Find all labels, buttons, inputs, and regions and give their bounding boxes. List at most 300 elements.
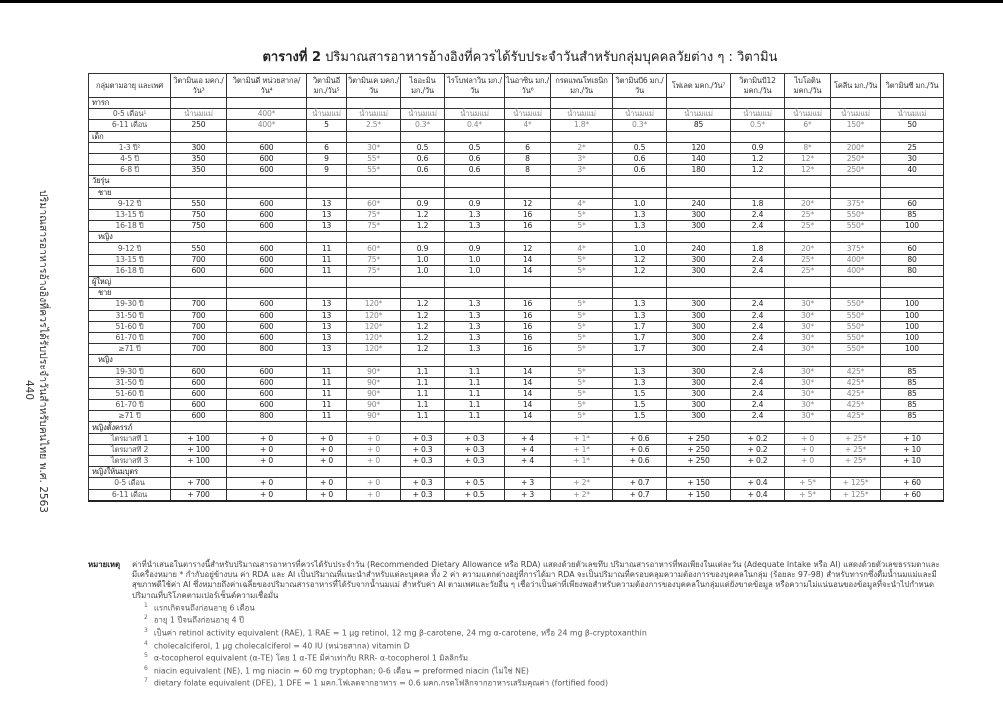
table-cell: + 0.2 — [731, 433, 785, 444]
empty-cell — [831, 232, 881, 243]
table-cell: 55* — [347, 165, 401, 176]
empty-cell — [171, 355, 227, 366]
empty-cell — [831, 288, 881, 299]
table-cell: 6 — [505, 142, 551, 153]
table-cell: + 5* — [785, 489, 831, 501]
table-cell: 300 — [667, 388, 731, 399]
table-cell: 100 — [881, 299, 944, 310]
empty-cell — [785, 98, 831, 109]
table-cell: 300 — [667, 254, 731, 265]
empty-cell — [551, 232, 613, 243]
empty-cell — [731, 277, 785, 288]
table-cell: 60 — [881, 243, 944, 254]
empty-cell — [731, 232, 785, 243]
subgroup-row — [89, 355, 944, 366]
column-header: ไรโบฟลาวิน มก./วัน — [445, 74, 505, 98]
row-label: 31-50 ปี — [89, 377, 171, 388]
table-cell: 600 — [227, 265, 307, 276]
table-row — [89, 153, 944, 164]
table-cell: 550 — [171, 243, 227, 254]
empty-cell — [401, 355, 445, 366]
table-cell: 8* — [785, 142, 831, 153]
table-cell: 0.3* — [401, 120, 445, 131]
table-cell: 1.1 — [401, 400, 445, 411]
empty-cell — [445, 187, 505, 198]
table-cell: 4* — [551, 198, 613, 209]
table-cell: 5* — [551, 254, 613, 265]
table-cell: 16 — [505, 321, 551, 332]
table-cell: 550* — [831, 209, 881, 220]
empty-cell — [227, 176, 307, 187]
table-cell: 0.9 — [445, 198, 505, 209]
table-cell: 30* — [785, 332, 831, 343]
empty-cell — [731, 355, 785, 366]
row-label: 6-8 ปี — [89, 165, 171, 176]
empty-cell — [227, 232, 307, 243]
table-cell: 75* — [347, 265, 401, 276]
empty-cell — [347, 277, 401, 288]
table-row — [89, 388, 944, 399]
table-cell: + 60 — [881, 489, 944, 501]
table-cell: + 0 — [227, 456, 307, 467]
table-cell: 140 — [667, 153, 731, 164]
table-cell: 11 — [307, 254, 347, 265]
table-cell: + 0.6 — [613, 444, 667, 455]
subgroup-row — [89, 288, 944, 299]
table-row — [89, 456, 944, 467]
footnote-item — [144, 601, 943, 614]
row-label: 16-18 ปี — [89, 221, 171, 232]
empty-cell — [881, 355, 944, 366]
table-cell: 400* — [831, 254, 881, 265]
empty-cell — [613, 131, 667, 142]
table-row — [89, 321, 944, 332]
table-cell: 1.3 — [613, 366, 667, 377]
table-cell: น้ำนมแม่ — [785, 109, 831, 120]
table-cell: + 0.3 — [401, 433, 445, 444]
table-cell: 1.1 — [445, 388, 505, 399]
empty-cell — [785, 467, 831, 478]
empty-cell — [307, 467, 347, 478]
table-cell: 120* — [347, 344, 401, 355]
column-header: โฟเลต มคก./วัน⁷ — [667, 74, 731, 98]
notes-text: ค่าที่นำเสนอในตารางนี้สำหรับปริมาณสารอาหารที่ควรได้รับประจำวัน (Recommended Dietary Allowance หรือ RDA) แสดงด้วยตัวเลขทึบ ปริมาณสารอาหารที่พอเพียงในแต่ละวัน (Adequate Intake หรือ AI) แสดงด้วยตัวเลขธรรมดาและมีเครื่องหมาย * กำกับอยู่ข้างบน ค่า RDA และ AI เป็นปริมาณที่แนะนำสำหรับแต่ละบุคคล ทั้ง 2 ค่า ความแตกต่างอยู่ที่การได้มา RDA จะเป็นปริมาณที่ครอบคลุมความต้องการของบุคคลในกลุ่ม (ร้อยละ 97-98) สำหรับทารกซึ่งดื่มน้ำนมแม่และมีสุขภาพดีใช้ค่า AI ซึ่งหมายถึงค่าเฉลี่ยของปริมาณสารอาหารที่ได้รับจากน้ำนมแม่ สำหรับค่า AI ตามเพศและวัยอื่น ๆ เชื่อว่าเป็นค่าที่เพียงพอสำหรับความต้องการของบุคคลในกลุ่มแต่ยังขาดข้อมูล หรือความไม่แน่นอนของข้อมูลที่จะนำไปกำหนดปริมาณที่บริโภคตามเปอร์เซ็นต์ความเชื่อมั่น — [132, 560, 940, 600]
table-cell: 1.8 — [731, 243, 785, 254]
table-cell: 5* — [551, 411, 613, 422]
table-cell: 425* — [831, 366, 881, 377]
empty-cell — [551, 277, 613, 288]
empty-cell — [613, 176, 667, 187]
row-label: 19-30 ปี — [89, 299, 171, 310]
table-cell: + 1* — [551, 456, 613, 467]
table-cell: 55* — [347, 153, 401, 164]
table-cell: 120* — [347, 321, 401, 332]
table-cell: น้ำนมแม่ — [667, 109, 731, 120]
table-row — [89, 377, 944, 388]
footnote-mark: 2 — [144, 614, 148, 622]
table-cell: 550 — [171, 198, 227, 209]
table-cell: 30* — [785, 400, 831, 411]
empty-cell — [881, 277, 944, 288]
table-cell: 0.9 — [445, 243, 505, 254]
table-cell: + 0 — [785, 433, 831, 444]
column-header: ไธอะมิน มก./วัน — [401, 74, 445, 98]
empty-cell — [667, 277, 731, 288]
empty-cell — [505, 467, 551, 478]
table-cell: 12* — [785, 165, 831, 176]
row-label: 1-3 ปี² — [89, 142, 171, 153]
table-cell: 300 — [171, 142, 227, 153]
table-cell: 600 — [227, 243, 307, 254]
empty-cell — [227, 98, 307, 109]
table-cell: 2.4 — [731, 411, 785, 422]
empty-cell — [613, 422, 667, 433]
empty-cell — [785, 176, 831, 187]
empty-cell — [445, 176, 505, 187]
table-row — [89, 400, 944, 411]
table-cell: 600 — [227, 198, 307, 209]
table-cell: น้ำนมแม่ — [881, 109, 944, 120]
empty-cell — [785, 277, 831, 288]
table-cell: + 100 — [171, 444, 227, 455]
table-cell: 13 — [307, 321, 347, 332]
table-cell: 250 — [171, 120, 227, 131]
empty-cell — [667, 467, 731, 478]
table-cell: 9 — [307, 153, 347, 164]
empty-cell — [881, 131, 944, 142]
table-cell: 1.3 — [613, 209, 667, 220]
top-border — [0, 0, 1003, 3]
table-cell: 16 — [505, 209, 551, 220]
table-cell: 5* — [551, 344, 613, 355]
table-cell: 1.0 — [445, 265, 505, 276]
empty-cell — [551, 187, 613, 198]
empty-cell — [445, 277, 505, 288]
table-cell: 1.2 — [401, 321, 445, 332]
table-cell: 1.2 — [401, 332, 445, 343]
table-cell: 0.6 — [445, 153, 505, 164]
table-cell: 600 — [227, 310, 307, 321]
table-row — [89, 120, 944, 131]
table-cell: 5* — [551, 299, 613, 310]
table-cell: + 3 — [505, 478, 551, 489]
empty-cell — [731, 422, 785, 433]
column-header: วิตามินบี6 มก./วัน — [613, 74, 667, 98]
table-cell: 600 — [227, 332, 307, 343]
table-cell: 1.1 — [401, 388, 445, 399]
empty-cell — [347, 187, 401, 198]
table-cell: + 0.6 — [613, 433, 667, 444]
empty-cell — [227, 467, 307, 478]
table-title-text: ปริมาณสารอาหารอ้างอิงที่ควรได้รับประจำวันสำหรับกลุ่มบุคคลวัยต่าง ๆ : วิตามิน — [325, 50, 778, 65]
table-cell: 300 — [667, 299, 731, 310]
table-cell: 375* — [831, 243, 881, 254]
table-cell: + 150 — [667, 489, 731, 501]
row-label: 6-11 เดือน — [89, 120, 171, 131]
table-cell: 600 — [227, 400, 307, 411]
table-cell: 1.7 — [613, 321, 667, 332]
group-row — [89, 176, 944, 187]
table-cell: 550* — [831, 310, 881, 321]
footnote-text: cholecalciferol, 1 μg cholecalciferol = 40 IU (หน่วยสากล) vitamin D — [153, 641, 410, 651]
table-cell: 300 — [667, 332, 731, 343]
notes-section — [88, 560, 943, 689]
empty-cell — [227, 422, 307, 433]
table-cell: + 0 — [227, 489, 307, 501]
empty-cell — [667, 288, 731, 299]
table-row — [89, 109, 944, 120]
table-cell: 14 — [505, 411, 551, 422]
empty-cell — [307, 422, 347, 433]
empty-cell — [667, 355, 731, 366]
table-cell: 5* — [551, 321, 613, 332]
table-cell: 120* — [347, 332, 401, 343]
table-cell: 1.3 — [445, 344, 505, 355]
empty-cell — [171, 187, 227, 198]
table-cell: 2.4 — [731, 377, 785, 388]
table-cell: 14 — [505, 388, 551, 399]
table-cell: 5* — [551, 209, 613, 220]
table-cell: 200* — [831, 142, 881, 153]
table-cell: 300 — [667, 377, 731, 388]
footnote-text: dietary folate equivalent (DFE), 1 DFE = 1 มคก.โฟเลตจากอาหาร = 0.6 มคก.กรดโฟลิกจากอาหารเสริมคุณค่า (fortified food) — [153, 678, 608, 688]
row-label: 61-70 ปี — [89, 332, 171, 343]
table-cell: + 10 — [881, 456, 944, 467]
footnote-mark: 3 — [144, 627, 148, 634]
table-cell: 600 — [227, 299, 307, 310]
table-cell: 120* — [347, 299, 401, 310]
table-cell: 12* — [785, 153, 831, 164]
table-cell: 16 — [505, 332, 551, 343]
table-cell: 13 — [307, 209, 347, 220]
table-cell: 90* — [347, 411, 401, 422]
empty-cell — [171, 176, 227, 187]
empty-cell — [881, 187, 944, 198]
table-cell: 16 — [505, 299, 551, 310]
table-cell: น้ำนมแม่ — [171, 109, 227, 120]
empty-cell — [347, 98, 401, 109]
table-cell: 1.3 — [445, 310, 505, 321]
table-cell: 550* — [831, 299, 881, 310]
table-cell: 100 — [881, 332, 944, 343]
subgroup-row — [89, 187, 944, 198]
table-cell: + 2* — [551, 489, 613, 501]
table-cell: + 0 — [347, 456, 401, 467]
table-cell: 12 — [505, 243, 551, 254]
table-cell: 11 — [307, 400, 347, 411]
empty-cell — [347, 355, 401, 366]
table-cell: + 0.5 — [445, 489, 505, 501]
table-cell: + 4 — [505, 433, 551, 444]
column-header: วิตามินอี มก./วัน⁵ — [307, 74, 347, 98]
empty-cell — [551, 355, 613, 366]
table-cell: 8 — [505, 165, 551, 176]
table-cell: + 2* — [551, 478, 613, 489]
table-cell: + 250 — [667, 444, 731, 455]
table-cell: 375* — [831, 198, 881, 209]
table-cell: 0.6 — [613, 165, 667, 176]
row-label: 31-50 ปี — [89, 310, 171, 321]
table-cell: 9 — [307, 165, 347, 176]
empty-cell — [831, 98, 881, 109]
table-cell: 1.1 — [445, 400, 505, 411]
footnote-text: แรกเกิดจนถึงก่อนอายุ 6 เดือน — [153, 603, 255, 613]
empty-cell — [505, 355, 551, 366]
table-cell: + 0 — [307, 444, 347, 455]
table-cell: 550* — [831, 221, 881, 232]
table-cell: น้ำนมแม่ — [445, 109, 505, 120]
row-label: 9-12 ปี — [89, 198, 171, 209]
table-cell: 350 — [171, 165, 227, 176]
group-label: วัยรุ่น — [89, 176, 171, 187]
table-cell: 75* — [347, 221, 401, 232]
empty-cell — [347, 176, 401, 187]
empty-cell — [445, 131, 505, 142]
table-cell: + 0 — [307, 433, 347, 444]
table-cell: 14 — [505, 400, 551, 411]
table-cell: 1.1 — [401, 377, 445, 388]
table-row — [89, 310, 944, 321]
empty-cell — [785, 422, 831, 433]
table-cell: + 0 — [347, 489, 401, 501]
empty-cell — [613, 232, 667, 243]
empty-cell — [401, 288, 445, 299]
table-cell: 750 — [171, 209, 227, 220]
empty-cell — [227, 277, 307, 288]
table-cell: 600 — [227, 153, 307, 164]
empty-cell — [227, 288, 307, 299]
table-cell: น้ำนมแม่ — [505, 109, 551, 120]
subgroup-label: หญิง — [89, 355, 171, 366]
empty-cell — [613, 98, 667, 109]
empty-cell — [831, 467, 881, 478]
table-cell: 5* — [551, 265, 613, 276]
table-cell: 700 — [171, 254, 227, 265]
group-row — [89, 98, 944, 109]
group-label: หญิงให้นมบุตร — [89, 467, 171, 478]
table-cell: 85 — [667, 120, 731, 131]
row-label: 16-18 ปี — [89, 265, 171, 276]
empty-cell — [551, 288, 613, 299]
table-cell: 1.0 — [401, 265, 445, 276]
column-header: วิตามินเอ มคก./วัน³ — [171, 74, 227, 98]
table-header-row — [89, 74, 944, 98]
empty-cell — [401, 98, 445, 109]
table-cell: 5 — [307, 120, 347, 131]
subgroup-label: หญิง — [89, 232, 171, 243]
column-header: ไนอาซิน มก./วัน⁶ — [505, 74, 551, 98]
table-cell: 1.2 — [401, 344, 445, 355]
table-cell: 13 — [307, 344, 347, 355]
table-cell: 120 — [667, 142, 731, 153]
row-label: ไตรมาสที่ 3 — [89, 456, 171, 467]
table-cell: 5* — [551, 332, 613, 343]
empty-cell — [831, 187, 881, 198]
table-cell: 0.6 — [613, 153, 667, 164]
empty-cell — [785, 232, 831, 243]
table-cell: 60* — [347, 198, 401, 209]
empty-cell — [667, 187, 731, 198]
table-cell: + 125* — [831, 478, 881, 489]
table-cell: 4* — [551, 243, 613, 254]
footnote-item — [144, 613, 943, 626]
table-cell: 700 — [171, 321, 227, 332]
table-cell: 11 — [307, 265, 347, 276]
empty-cell — [171, 467, 227, 478]
table-cell: 30* — [785, 377, 831, 388]
empty-cell — [401, 176, 445, 187]
footnotes-list — [88, 601, 943, 689]
empty-cell — [307, 98, 347, 109]
table-cell: 1.0 — [401, 254, 445, 265]
table-cell: 1.2 — [731, 153, 785, 164]
table-cell: น้ำนมแม่ — [347, 109, 401, 120]
table-cell: + 0.3 — [401, 478, 445, 489]
empty-cell — [307, 232, 347, 243]
table-cell: 300 — [667, 221, 731, 232]
empty-cell — [831, 277, 881, 288]
table-cell: 4* — [505, 120, 551, 131]
table-cell: 0.6 — [401, 165, 445, 176]
table-cell: 600 — [227, 142, 307, 153]
table-cell: 1.2 — [401, 310, 445, 321]
row-label: 6-11 เดือน — [89, 489, 171, 501]
table-cell: 1.2 — [401, 221, 445, 232]
table-cell: + 0 — [307, 489, 347, 501]
table-cell: 5* — [551, 366, 613, 377]
table-cell: 1.2 — [401, 299, 445, 310]
table-row — [89, 299, 944, 310]
empty-cell — [307, 288, 347, 299]
table-cell: 350 — [171, 153, 227, 164]
table-cell: 30* — [785, 344, 831, 355]
column-header: ไบโอติน มคก./วัน — [785, 74, 831, 98]
table-cell: 11 — [307, 377, 347, 388]
empty-cell — [785, 355, 831, 366]
table-cell: + 0.3 — [401, 444, 445, 455]
table-cell: + 0.4 — [731, 489, 785, 501]
table-cell: 300 — [667, 321, 731, 332]
row-label: 0-5 เดือน — [89, 478, 171, 489]
table-cell: + 0.7 — [613, 478, 667, 489]
empty-cell — [307, 131, 347, 142]
empty-cell — [227, 187, 307, 198]
table-cell: + 0.5 — [445, 478, 505, 489]
table-cell: 0.9 — [731, 142, 785, 153]
footnote-item — [144, 664, 943, 677]
table-cell: 1.3 — [613, 299, 667, 310]
table-cell: + 60 — [881, 478, 944, 489]
table-cell: + 100 — [171, 433, 227, 444]
empty-cell — [881, 98, 944, 109]
table-cell: 100 — [881, 344, 944, 355]
table-cell: + 0.3 — [445, 433, 505, 444]
group-row — [89, 131, 944, 142]
table-cell: 800 — [227, 344, 307, 355]
row-label: ไตรมาสที่ 1 — [89, 433, 171, 444]
table-cell: 16 — [505, 221, 551, 232]
table-cell: 300 — [667, 411, 731, 422]
empty-cell — [667, 131, 731, 142]
table-cell: 2.4 — [731, 310, 785, 321]
table-row — [89, 332, 944, 343]
table-cell: + 250 — [667, 433, 731, 444]
empty-cell — [171, 288, 227, 299]
group-label: ผู้ใหญ่ — [89, 277, 171, 288]
footnote-item — [144, 626, 943, 639]
table-row — [89, 209, 944, 220]
table-cell: 240 — [667, 243, 731, 254]
